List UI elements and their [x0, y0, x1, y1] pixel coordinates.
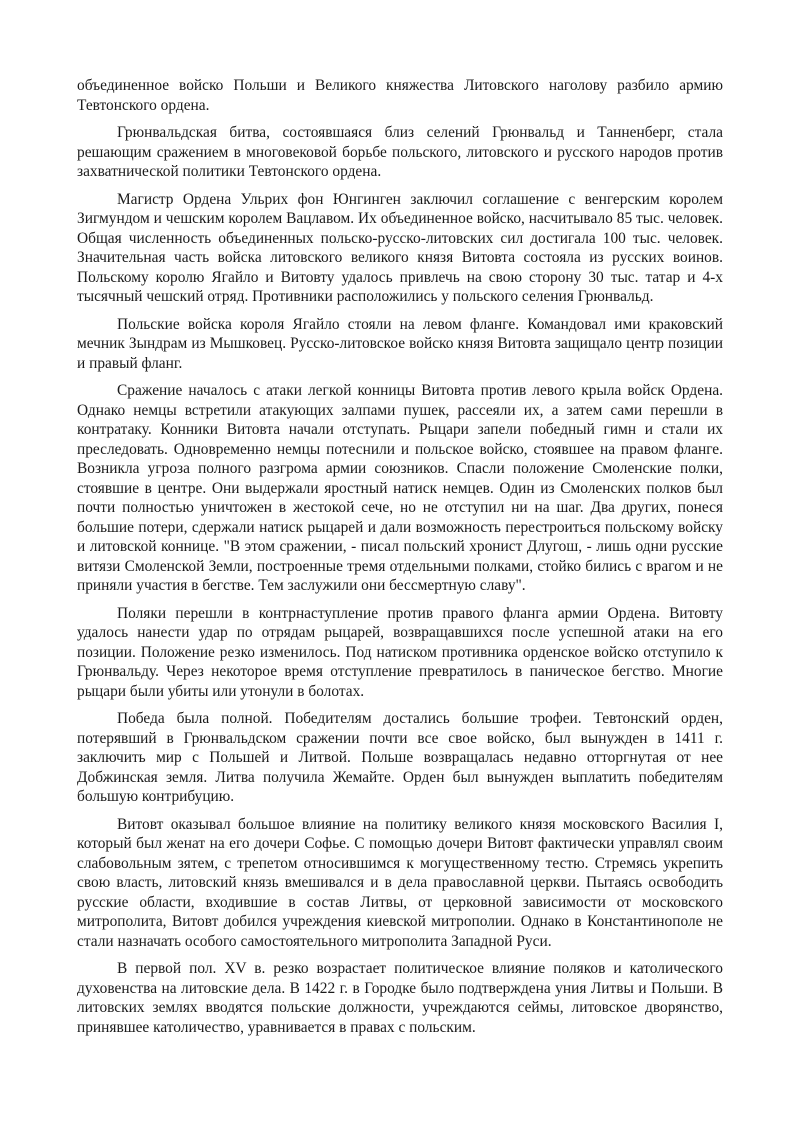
paragraph: Победа была полной. Победителям достались большие трофеи. Тевтонский орден, потерявший в Грюнвальдском сражении почти все свое войско, был вынужден в 1411 г. заключить мир с Польшей и Литвой. Польше возвращалась недавно отторгнутая от нее Добжинская земля. Литва получила Жемайте. Орден был вынужден выплатить победителям большую контрибуцию.: [77, 710, 723, 805]
paragraph: Сражение началось с атаки легкой конницы Витовта против левого крыла войск Ордена. Однако немцы встретили атакующих залпами пушек, рассеяли их, а затем сами перешли в контратаку. Конники Витовта начали отступать. Рыцари запели победный гимн и стали их преследовать. Одновременно немцы потеснили и польское войско, стоявшее на правом фланге. Возникла угроза полного разгрома армии союзников. Спасли положение Смоленские полки, стоявшие в центре. Они выдержали яростный натиск немцев. Один из Смоленских полков был почти полностью уничтожен в жестокой сече, но не отступил ни на шаг. Два других, понеся большие потери, сдержали натиск рыцарей и дали возможность перестроиться польскому войску и литовской коннице. "В этом сражении, - писал польский хронист Длугош, - лишь одни русские витязи Смоленской Земли, построенные тремя отдельными полками, стойко бились с врагом и не приняли участия в бегстве. Тем заслужили они бессмертную славу".: [77, 382, 723, 594]
paragraph: Поляки перешли в контрнаступление против правого фланга армии Ордена. Витовту удалось нанести удар по отрядам рыцарей, возвращавшихся после успешной атаки на его позиции. Положение резко изменилось. Под натиском противника орденское войско отступило к Грюнвальду. Через некоторое время отступление превратилось в паническое бегство. Многие рыцари были убиты или утонули в болотах.: [77, 604, 723, 700]
paragraph: Магистр Ордена Ульрих фон Юнгинген заключил соглашение с венгерским королем Зигмундом и чешским королем Вацлавом. Их объединенное войско, насчитывало 85 тыс. человек. Общая численность объединенных польско-русско-литовских сил достигала 100 тыс. человек. Значительная часть войска литовского великого князя Витовта состояла из русских воинов. Польскому королю Ягайло и Витовту удалось привлечь на свою сторону 30 тыс. татар и 4-х тысячный чешский отряд. Противники расположились у польского селения Грюнвальд.: [77, 190, 723, 305]
paragraph: объединенное войско Польши и Великого княжества Литовского наголову разбило армию Тевтонского ордена.: [77, 77, 723, 114]
document-body: [77, 76, 723, 1045]
paragraph: В первой пол. XV в. резко возрастает политическое влияние поляков и католического духовенства на литовские дела. В 1422 г. в Городке было подтверждена уния Литвы и Польши. В литовских землях вводятся польские должности, учреждаются сеймы, литовское дворянство, принявшее католичество, уравнивается в правах с польским.: [77, 960, 723, 1036]
paragraph: Витовт оказывал большое влияние на политику великого князя московского Василия I, который был женат на его дочери Софье. С помощью дочери Витовт фактически управлял своим слабовольным зятем, с трепетом относившимся к могущественному тестю. Стремясь укрепить свою власть, литовский князь вмешивался и в дела православной церкви. Пытаясь освободить русские области, входившие в состав Литвы, от церковной зависимости от московского митрополита, Витовт добился учреждения киевской митрополии. Однако в Константинополе не стали назначать особого самостоятельного митрополита Западной Руси.: [77, 815, 723, 950]
paragraph: Польские войска короля Ягайло стояли на левом фланге. Командовал ими краковский мечник Зындрам из Мышковец. Русско-литовское войско князя Витовта защищало центр позиции и правый фланг.: [77, 315, 723, 372]
paragraph: Грюнвальдская битва, состоявшаяся близ селений Грюнвальд и Танненберг, стала решающим сражением в многовековой борьбе польского, литовского и русского народов против захватнической политики Тевтонского ордена.: [77, 124, 723, 180]
